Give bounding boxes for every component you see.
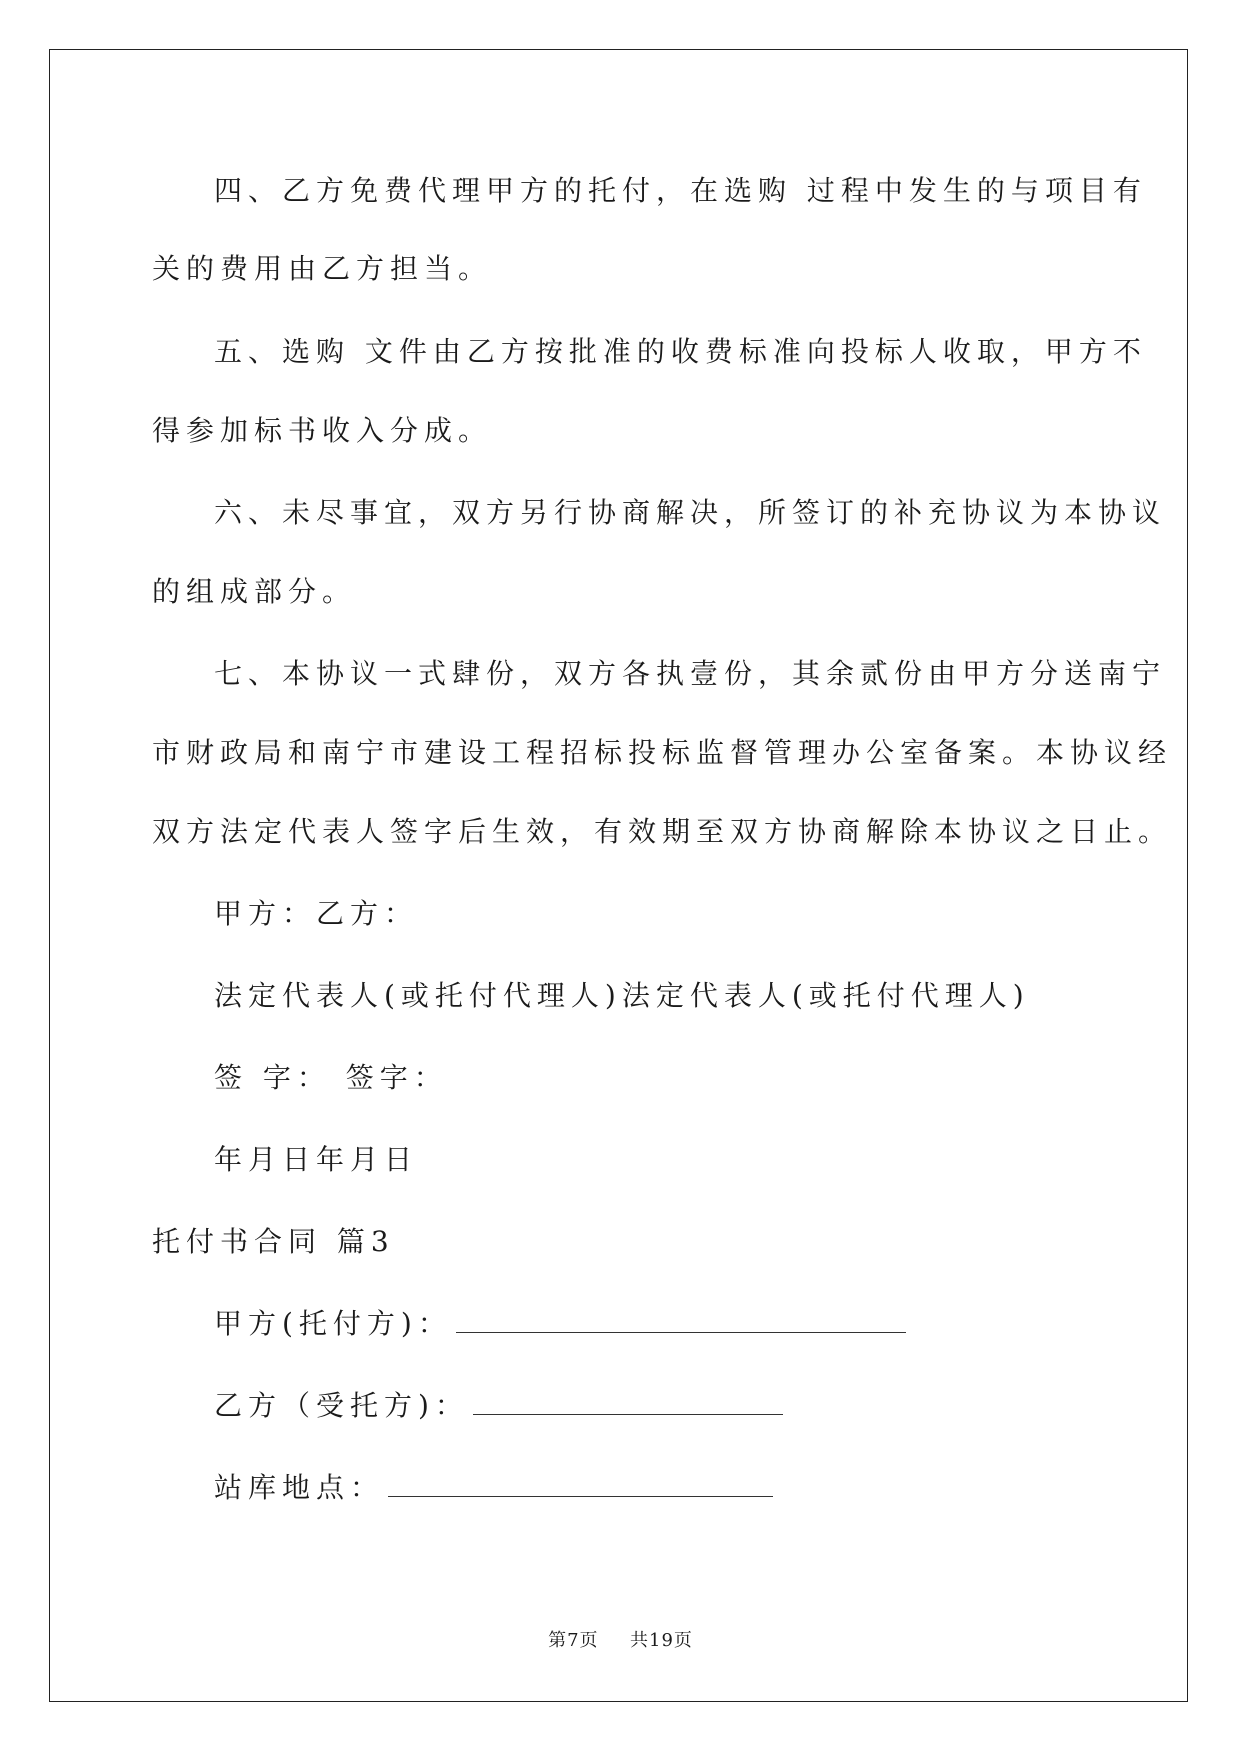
party-b-field: [214, 1388, 783, 1424]
party-b-blank[interactable]: [473, 1392, 783, 1415]
location-blank[interactable]: [388, 1474, 773, 1497]
location-label: 站库地点：: [214, 1471, 385, 1504]
page-total: 共19页: [630, 1630, 693, 1651]
party-a-label: 甲方(托付方)：: [214, 1307, 452, 1340]
page-footer: [0, 1626, 1241, 1652]
clause-6-line-1: 六、未尽事宜，双方另行协商解决，所签订的补充协议为本协议: [214, 496, 1167, 529]
signature-sign: 签 字： 签字：: [214, 1061, 448, 1094]
section-3-title: 托付书合同 篇3: [152, 1225, 395, 1258]
clause-4-line-2: 关的费用由乙方担当。: [152, 252, 493, 285]
party-a-field: [214, 1306, 906, 1342]
clause-6-line-2: 的组成部分。: [152, 575, 357, 608]
party-b-label: 乙方（受托方)：: [214, 1389, 469, 1422]
signature-dates: 年月日年月日: [214, 1143, 419, 1176]
page-border: [49, 49, 1188, 1702]
party-a-blank[interactable]: [456, 1310, 906, 1333]
signature-representatives: 法定代表人(或托付代理人)法定代表人(或托付代理人): [214, 979, 1030, 1012]
clause-5-line-2: 得参加标书收入分成。: [152, 414, 493, 447]
clause-7-line-3: 双方法定代表人签字后生效，有效期至双方协商解除本协议之日止。: [152, 815, 1173, 848]
clause-5-line-1: 五、选购 文件由乙方按批准的收费标准向投标人收取，甲方不: [214, 335, 1147, 368]
clause-7-line-1: 七、本协议一式肆份，双方各执壹份，其余贰份由甲方分送南宁: [214, 657, 1167, 690]
page-number: 第7页: [548, 1630, 599, 1651]
location-field: [214, 1470, 773, 1506]
signature-parties: 甲方：乙方：: [214, 897, 419, 930]
clause-4-line-1: 四、乙方免费代理甲方的托付，在选购 过程中发生的与项目有: [214, 174, 1147, 207]
clause-7-line-2: 市财政局和南宁市建设工程招标投标监督管理办公室备案。本协议经: [152, 736, 1173, 769]
